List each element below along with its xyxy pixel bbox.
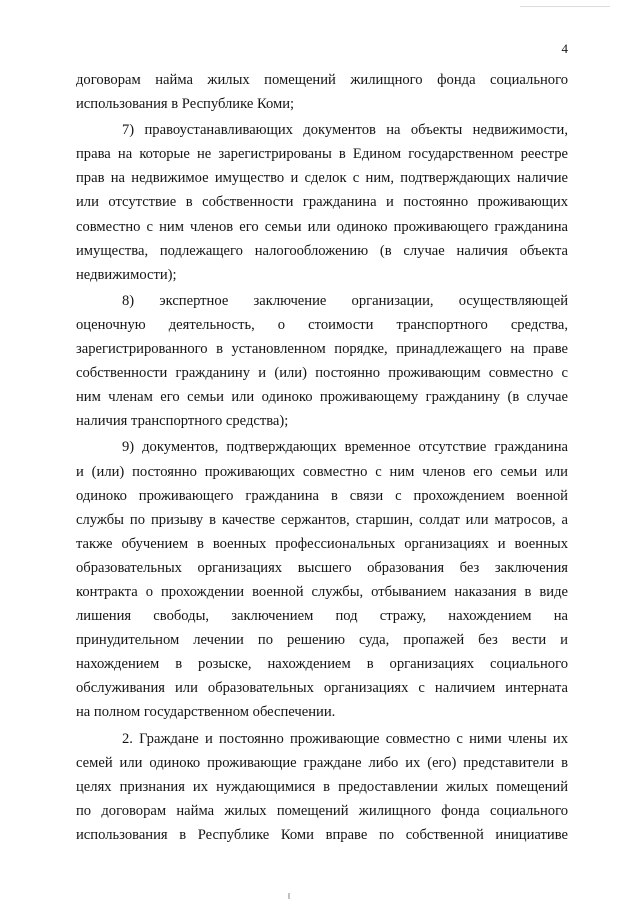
paragraph-item-8 <box>76 289 568 434</box>
text-line: ним членам его семьи или одиноко проживающему гражданину (в случае <box>76 389 568 406</box>
text-line: прав на недвижимое имущество и сделок с ним, подтверждающих наличие <box>76 170 568 187</box>
paragraph-item-7 <box>76 118 568 287</box>
text-line: лишения свободы, заключением под стражу, нахождением на <box>76 608 568 625</box>
scan-mark-top <box>520 6 610 7</box>
text-line: 2. Граждане и постоянно проживающие совместно с ними члены их <box>122 730 568 747</box>
body-text <box>76 68 568 847</box>
paragraph-item-9 <box>76 435 568 724</box>
paragraph-section-2 <box>76 727 568 847</box>
text-line: на полном государственном обеспечении. <box>76 704 336 721</box>
text-line: 8) экспертное заключение организации, осуществляющей <box>122 292 568 309</box>
text-line: контракта о прохождении военной службы, отбыванием наказания в виде <box>76 583 568 600</box>
text-line: образовательных организациях высшего образования без заключения <box>76 559 568 576</box>
text-line: имущества, подлежащего налогообложению (в случае наличия объекта <box>76 242 568 259</box>
text-line: оценочную деятельность, о стоимости транспортного средства, <box>76 316 568 333</box>
text-line: обслуживания или образовательных организациях с наличием интерната <box>76 680 568 697</box>
paragraph-intro <box>76 68 568 116</box>
text-line: 7) правоустанавливающих документов на объекты недвижимости, <box>122 122 568 139</box>
text-line: наличия транспортного средства); <box>76 413 289 430</box>
text-line: зарегистрированного в установленном порядке, принадлежащего на праве <box>76 341 568 358</box>
text-line: по договорам найма жилых помещений жилищного фонда социального <box>76 802 568 819</box>
text-line: 9) документов, подтверждающих временное отсутствие гражданина <box>122 439 568 456</box>
text-line: принудительном лечении по решению суда, пропажей без вести и <box>76 632 568 649</box>
text-line: также обучением в военных профессиональных организациях и военных <box>76 535 568 552</box>
page-number: 4 <box>561 41 568 56</box>
text-line: семей или одиноко проживающие граждане либо их (его) представители в <box>76 754 568 771</box>
text-line: совместно с ним членов его семьи или одиноко проживающего гражданина <box>76 218 568 235</box>
text-line: службы по призыву в качестве сержантов, старшин, солдат или матросов, а <box>76 511 568 528</box>
text-line: договорам найма жилых помещений жилищного фонда социального <box>76 72 568 88</box>
scan-mark-bottom <box>288 893 290 899</box>
text-line: использования в Республике Коми вправе по собственной инициативе <box>76 826 568 843</box>
text-line: недвижимости); <box>76 266 177 283</box>
text-line: и (или) постоянно проживающих совместно с ним членов его семьи или <box>76 463 568 480</box>
text-line: использования в Республике Коми; <box>76 96 295 113</box>
text-line: одиноко проживающего гражданина в связи с прохождением военной <box>76 487 568 504</box>
text-line: права на которые не зарегистрированы в Едином государственном реестре <box>76 146 568 163</box>
text-line: целях признания их нуждающимися в предоставлении жилых помещений <box>76 778 568 795</box>
text-line: нахождением в розыске, нахождением в организациях социального <box>76 656 568 673</box>
text-line: собственности гражданину и (или) постоянно проживающим совместно с <box>76 365 568 382</box>
text-line: или отсутствие в собственности гражданина и постоянно проживающих <box>76 194 568 211</box>
